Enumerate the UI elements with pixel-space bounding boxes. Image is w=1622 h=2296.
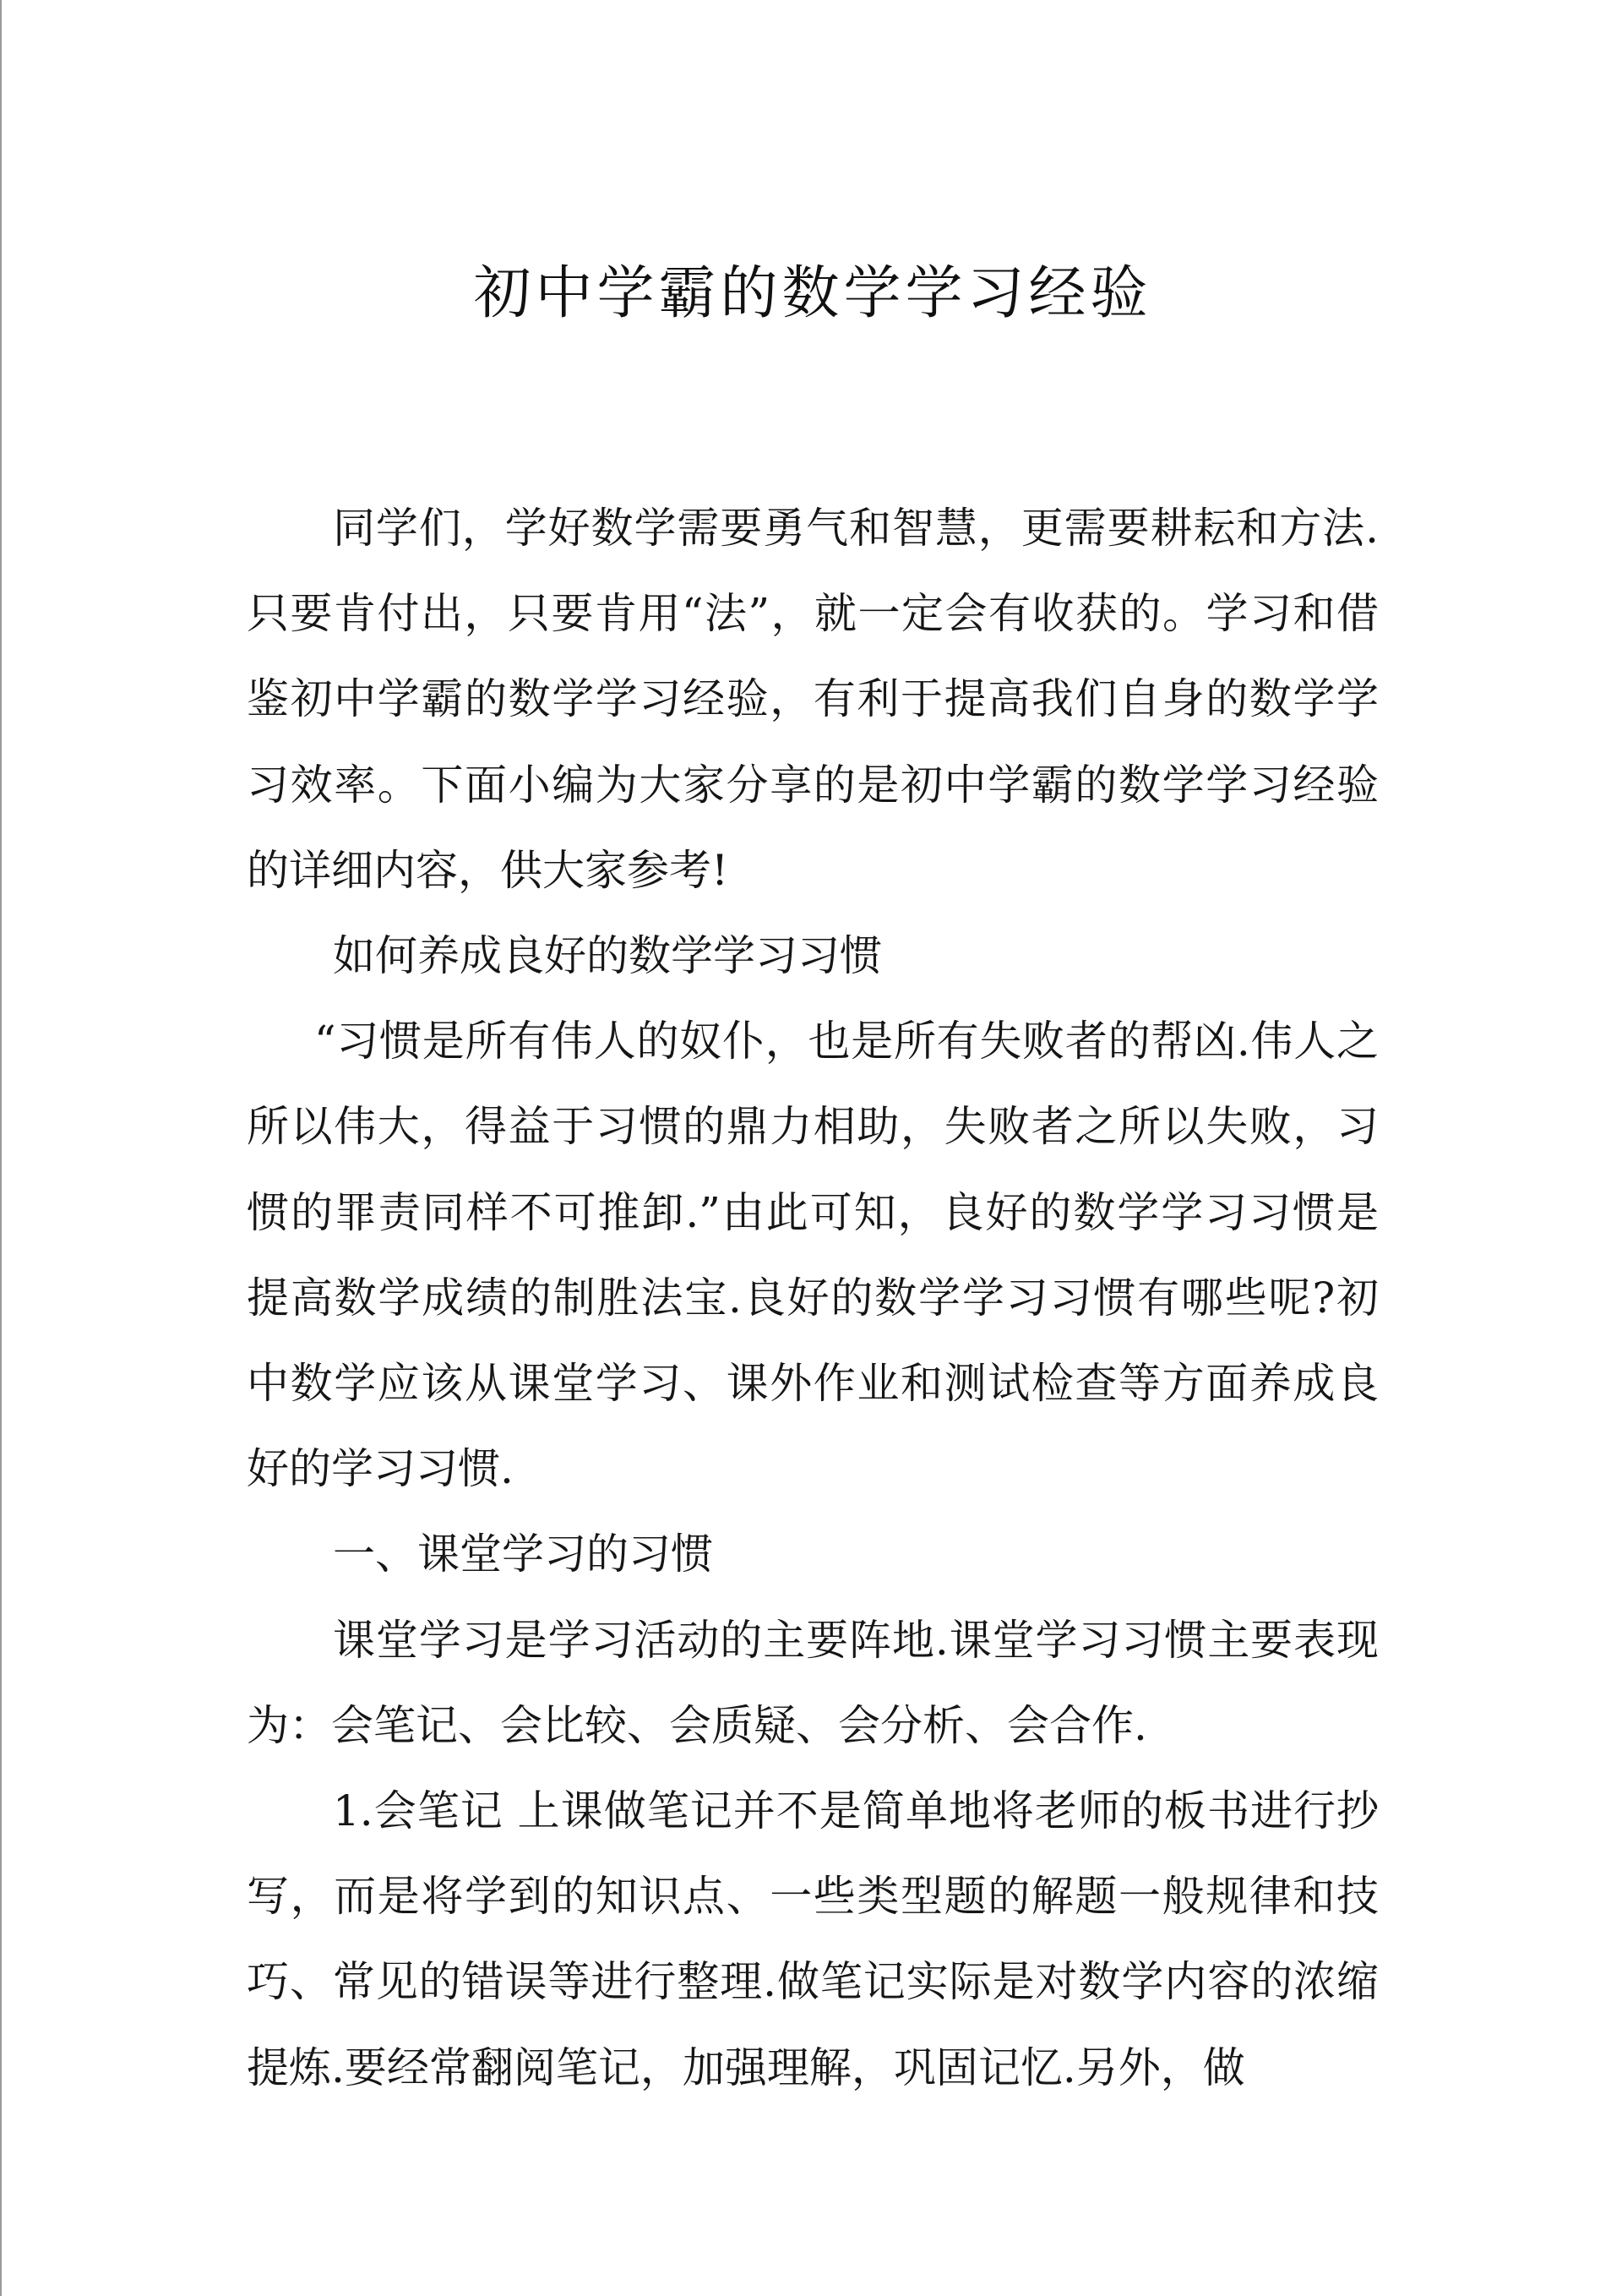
paragraph-classroom: 课堂学习是学习活动的主要阵地.课堂学习习惯主要表现为：会笔记、会比较、会质疑、会分析、会合作. (247, 1615, 1379, 1750)
paragraph-notes: 1.会笔记 上课做笔记并不是简单地将老师的板书进行抄写，而是将学到的知识点、一些类型题的解题一般规律和技巧、常见的错误等进行整理.做笔记实际是对数学内容的浓缩提炼.要经常翻阅笔记，加强理解，巩固记忆.另外，做 (247, 1786, 1379, 2092)
paragraph-quote: “习惯是所有伟人的奴仆，也是所有失败者的帮凶.伟人之所以伟大，得益于习惯的鼎力相助，失败者之所以失败，习惯的罪责同样不可推卸.”由此可知，良好的数学学习习惯是提高数学成绩的制胜法宝.良好的数学学习习惯有哪些呢?初中数学应该从课堂学习、课外作业和测试检查等方面养成良好的学习习惯. (247, 1017, 1379, 1494)
paragraph-intro: 同学们，学好数学需要勇气和智慧，更需要耕耘和方法.只要肯付出，只要肯用“法”，就一定会有收获的。学习和借鉴初中学霸的数学学习经验，有利于提高我们自身的数学学习效率。下面小编为大家分享的是初中学霸的数学学习经验的详细内容，供大家参考! (247, 504, 1379, 895)
section-heading-habits: 如何养成良好的数学学习习惯 (333, 931, 882, 981)
document-title: 初中学霸的数学学习经验 (473, 260, 1152, 327)
document-body (247, 486, 1379, 2111)
section-heading-classroom: 一、课堂学习的习惯 (333, 1530, 713, 1579)
